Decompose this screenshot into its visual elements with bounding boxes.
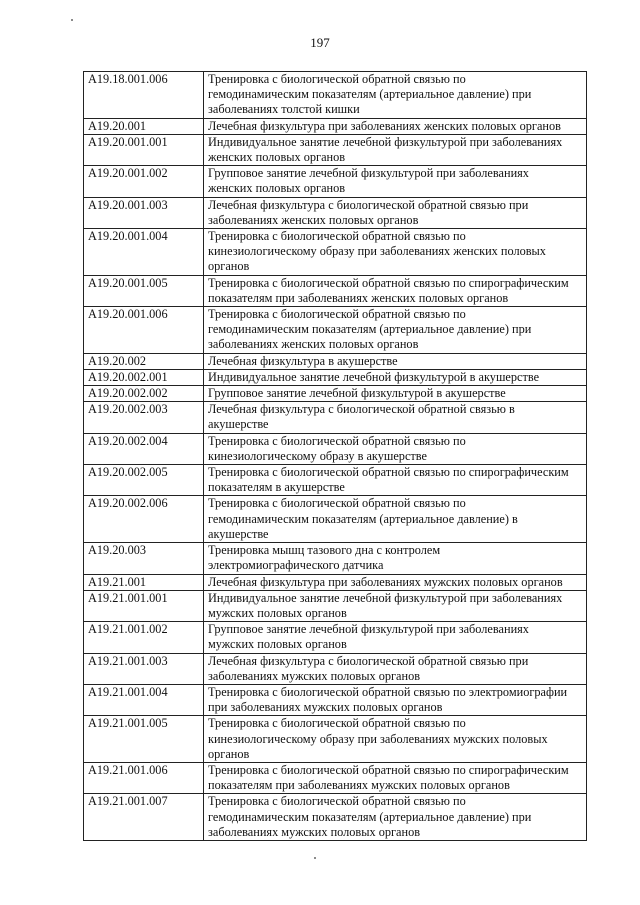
description-line: гемодинамическим показателям (артериальное давление) в [208,511,518,526]
service-description [204,353,587,369]
table-row [84,574,587,590]
table-row [84,653,587,684]
table-row [84,465,587,496]
table-row [84,72,587,119]
service-code: A19.20.002.006 [84,496,204,543]
description-line: Тренировка с биологической обратной связью по спирографическим [208,465,569,480]
service-description [204,72,587,119]
service-description [204,369,587,385]
service-code: A19.20.002.001 [84,369,204,385]
description-line: Тренировка с биологической обратной связью по [208,716,466,731]
description-line: Тренировка с биологической обратной связью по [208,72,466,86]
services-table-body [84,72,587,841]
service-description [204,229,587,276]
description-line: Лечебная физкультура в акушерстве [208,353,398,368]
service-code: A19.21.001.002 [84,622,204,653]
table-row [84,762,587,793]
service-code: A19.20.001.003 [84,197,204,228]
description-line: кинезиологическому образу при заболеваниях женских половых [208,244,546,259]
description-line: Лечебная физкультура при заболеваниях женских половых органов [208,118,561,133]
service-code: A19.20.001.002 [84,166,204,197]
description-line: Групповое занятие лечебной физкультурой при заболеваниях [208,622,529,637]
service-code: A19.21.001.005 [84,716,204,763]
service-description [204,496,587,543]
service-code: A19.20.002.005 [84,465,204,496]
table-row [84,590,587,621]
service-description [204,307,587,354]
service-code: A19.21.001.001 [84,590,204,621]
service-description [204,134,587,165]
service-description [204,402,587,433]
table-row [84,433,587,464]
table-row [84,197,587,228]
table-row [84,684,587,715]
service-description [204,684,587,715]
table-row [84,134,587,165]
service-code: A19.20.001.005 [84,275,204,306]
description-line: Тренировка с биологической обратной связью по [208,307,466,322]
services-table [83,71,587,841]
service-code: A19.20.001 [84,118,204,134]
table-row [84,166,587,197]
service-code: A19.21.001.007 [84,794,204,841]
table-row [84,229,587,276]
service-code: A19.20.002 [84,353,204,369]
service-description [204,386,587,402]
service-description [204,574,587,590]
description-line: показателям при заболеваниях женских половых органов [208,290,509,305]
description-line: органов [208,259,250,274]
description-line: гемодинамическим показателям (артериальное давление) при [208,322,532,337]
table-row [84,118,587,134]
service-code: A19.20.001.006 [84,307,204,354]
description-line: Тренировка с биологической обратной связью по [208,433,466,448]
description-line: Лечебная физкультура с биологической обратной связью при [208,653,529,668]
service-description [204,275,587,306]
description-line: показателям при заболеваниях мужских половых органов [208,778,510,793]
service-description [204,653,587,684]
service-code: A19.21.001 [84,574,204,590]
description-line: заболеваниях толстой кишки [208,102,360,117]
table-row [84,353,587,369]
description-line: акушерстве [208,526,269,541]
scan-speck [314,857,316,859]
description-line: заболеваниях мужских половых органов [208,668,421,683]
service-description [204,622,587,653]
description-line: Лечебная физкультура с биологической обратной связью при [208,197,529,212]
description-line: мужских половых органов [208,605,347,620]
description-line: женских половых органов [208,181,346,196]
description-line: органов [208,746,250,761]
description-line: Тренировка мышц тазового дна с контролем [208,543,441,558]
description-line: Тренировка с биологической обратной связью по электромиографии [208,684,568,699]
description-line: Тренировка с биологической обратной связью по [208,794,466,809]
service-description [204,794,587,841]
service-code: A19.20.002.002 [84,386,204,402]
service-description [204,465,587,496]
table-row [84,386,587,402]
description-line: Лечебная физкультура с биологической обратной связью в [208,402,515,417]
page-number: 197 [310,35,330,50]
description-line: акушерстве [208,417,269,432]
description-line: Тренировка с биологической обратной связью по спирографическим [208,762,569,777]
service-description [204,166,587,197]
description-line: заболеваниях женских половых органов [208,337,419,352]
description-line: Тренировка с биологической обратной связью по [208,229,466,244]
description-line: Групповое занятие лечебной физкультурой при заболеваниях [208,166,529,181]
description-line: Индивидуальное занятие лечебной физкультурой при заболеваниях [208,590,563,605]
service-description [204,590,587,621]
description-line: Лечебная физкультура при заболеваниях мужских половых органов [208,574,563,589]
description-line: заболеваниях мужских половых органов [208,824,421,839]
description-line: Групповое занятие лечебной физкультурой в акушерстве [208,386,506,401]
service-code: A19.20.001.004 [84,229,204,276]
table-row [84,543,587,574]
service-code: A19.21.001.003 [84,653,204,684]
service-description [204,762,587,793]
description-line: показателям в акушерстве [208,480,345,495]
service-description [204,197,587,228]
service-code: A19.21.001.004 [84,684,204,715]
table-row [84,402,587,433]
description-line: электромиографического датчика [208,558,384,573]
table-row [84,275,587,306]
description-line: мужских половых органов [208,637,347,652]
service-code: A19.20.003 [84,543,204,574]
service-code: A19.21.001.006 [84,762,204,793]
table-row [84,622,587,653]
service-code: A19.20.002.004 [84,433,204,464]
description-line: заболеваниях женских половых органов [208,212,419,227]
description-line: кинезиологическому образу при заболеваниях мужских половых [208,731,548,746]
service-description [204,118,587,134]
description-line: Тренировка с биологической обратной связью по спирографическим [208,275,569,290]
description-line: при заболеваниях мужских половых органов [208,700,443,715]
description-line: Индивидуальное занятие лечебной физкультурой в акушерстве [208,369,540,384]
description-line: Индивидуальное занятие лечебной физкультурой при заболеваниях [208,134,563,149]
table-row [84,496,587,543]
service-code: A19.20.002.003 [84,402,204,433]
description-line: гемодинамическим показателям (артериальное давление) при [208,87,532,102]
service-description [204,433,587,464]
table-row [84,307,587,354]
service-description [204,543,587,574]
service-code: A19.20.001.001 [84,134,204,165]
table-row [84,716,587,763]
description-line: Тренировка с биологической обратной связью по [208,496,466,511]
description-line: гемодинамическим показателям (артериальное давление) при [208,809,532,824]
service-description [204,716,587,763]
description-line: женских половых органов [208,150,346,165]
description-line: кинезиологическому образу в акушерстве [208,448,427,463]
table-row [84,794,587,841]
service-code: A19.18.001.006 [84,72,204,119]
table-row [84,369,587,385]
scan-speck [71,19,73,21]
